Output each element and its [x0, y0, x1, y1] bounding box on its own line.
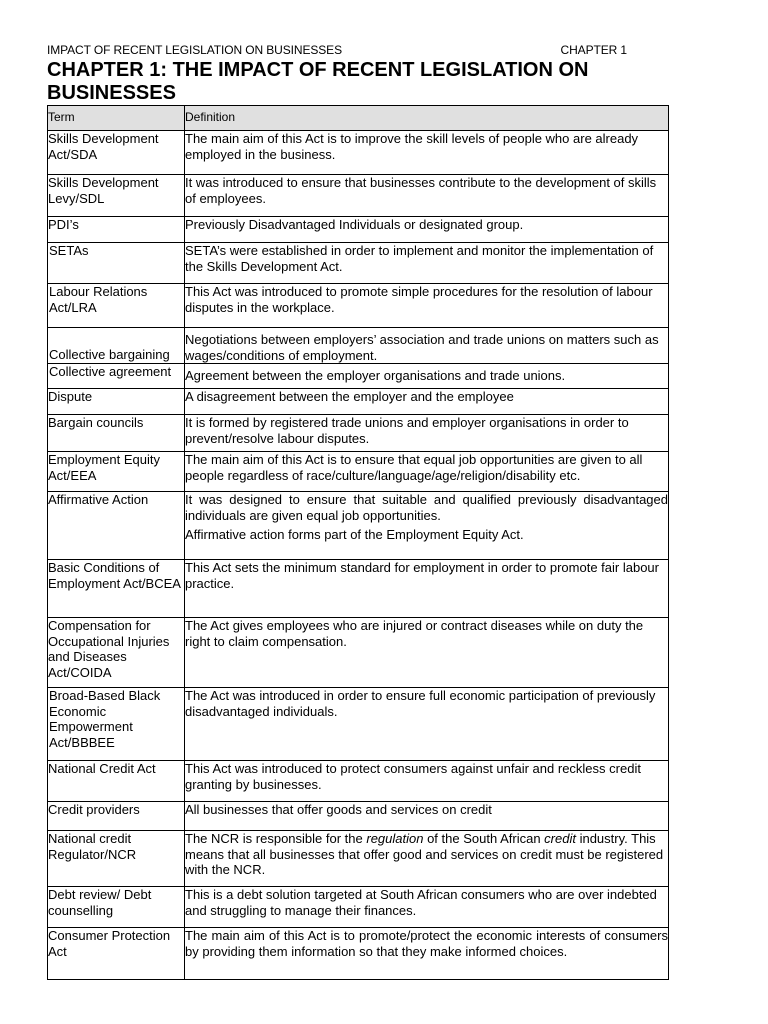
- table-row: [48, 217, 669, 243]
- term-cell: Consumer Protection Act: [48, 928, 185, 980]
- table-row: [48, 243, 669, 284]
- definition-cell: All businesses that offer goods and services on credit: [185, 802, 669, 831]
- definition-cell: This is a debt solution targeted at South African consumers who are over indebted and struggling to manage their finances.: [185, 887, 669, 928]
- definition-cell: Previously Disadvantaged Individuals or designated group.: [185, 217, 669, 243]
- definition-cell: Agreement between the employer organisations and trade unions.: [185, 364, 669, 389]
- definition-emphasis: regulation: [366, 831, 424, 846]
- term-cell: National credit Regulator/NCR: [48, 831, 185, 887]
- term-cell: Collective bargaining: [48, 328, 185, 364]
- term-cell: Broad-Based Black Economic Empowerment Act/BBBEE: [48, 688, 185, 761]
- definition-cell: This Act was introduced to promote simple procedures for the resolution of labour disputes in the workplace.: [185, 284, 669, 328]
- definition-text: The NCR is responsible for the: [185, 831, 367, 846]
- term-clipped-text: Compensation for Occupational Injuries and Diseases Act/COIDA: [48, 618, 170, 679]
- running-header: [47, 43, 627, 57]
- term-cell: Credit providers: [48, 802, 185, 831]
- definition-cell: It was introduced to ensure that businesses contribute to the development of skills of employees.: [185, 175, 669, 217]
- table-row: [48, 492, 669, 560]
- definition-paragraph: It was designed to ensure that suitable and qualified previously disadvantaged individuals are given equal job opportunities.: [185, 492, 668, 523]
- table-row: [48, 452, 669, 492]
- term-cell: PDI’s: [48, 217, 185, 243]
- definition-cell: [185, 831, 669, 887]
- table-row: [48, 887, 669, 928]
- term-cell: Bargain councils: [48, 415, 185, 452]
- table-header-row: [48, 106, 669, 131]
- table-row: [48, 364, 669, 389]
- running-title: IMPACT OF RECENT LEGISLATION ON BUSINESSES: [47, 43, 342, 57]
- table-row: [48, 618, 669, 688]
- table-row: [48, 389, 669, 415]
- table-row: [48, 328, 669, 364]
- definition-emphasis: credit: [544, 831, 576, 846]
- definition-paragraph: Affirmative action forms part of the Employment Equity Act.: [185, 527, 524, 542]
- table-row: [48, 831, 669, 887]
- definition-cell: [185, 492, 669, 560]
- definition-cell: A disagreement between the employer and the employee: [185, 389, 669, 415]
- definition-cell: The main aim of this Act is to promote/protect the economic interests of consumers by providing them information so that they make informed choices.: [185, 928, 669, 980]
- term-cell: Basic Conditions of Employment Act/BCEA: [48, 560, 185, 618]
- term-cell: Skills Development Act/SDA: [48, 131, 185, 175]
- term-cell: [48, 618, 185, 688]
- table-row: [48, 688, 669, 761]
- term-cell: Labour Relations Act/LRA: [48, 284, 185, 328]
- definition-cell: The main aim of this Act is to ensure that equal job opportunities are given to all people regardless of race/culture/language/age/religion/disability etc.: [185, 452, 669, 492]
- definition-cell: SETA’s were established in order to implement and monitor the implementation of the Skills Development Act.: [185, 243, 669, 284]
- term-cell: Collective agreement: [48, 364, 185, 389]
- table-row: [48, 415, 669, 452]
- definition-cell: The Act gives employees who are injured or contract diseases while on duty the right to claim compensation.: [185, 618, 669, 688]
- term-cell: Employment Equity Act/EEA: [48, 452, 185, 492]
- definition-cell: This Act was introduced to protect consumers against unfair and reckless credit granting by businesses.: [185, 761, 669, 802]
- table-row: [48, 928, 669, 980]
- term-cell: National Credit Act: [48, 761, 185, 802]
- definition-cell: This Act sets the minimum standard for employment in order to promote fair labour practice.: [185, 560, 669, 618]
- table-row: [48, 560, 669, 618]
- definition-cell: Negotiations between employers’ association and trade unions on matters such as wages/conditions of employment.: [185, 328, 669, 364]
- term-cell: Dispute: [48, 389, 185, 415]
- table-row: [48, 131, 669, 175]
- column-header-term: Term: [48, 106, 185, 131]
- page-title: CHAPTER 1: THE IMPACT OF RECENT LEGISLATION ON BUSINESSES: [47, 59, 589, 104]
- term-cell: Debt review/ Debt counselling: [48, 887, 185, 928]
- table-row: [48, 284, 669, 328]
- definition-cell: It is formed by registered trade unions and employer organisations in order to prevent/resolve labour disputes.: [185, 415, 669, 452]
- definition-cell: The Act was introduced in order to ensure full economic participation of previously disadvantaged individuals.: [185, 688, 669, 761]
- column-header-definition: Definition: [185, 106, 669, 131]
- definition-text: of the South African: [423, 831, 545, 846]
- definition-cell: The main aim of this Act is to improve the skill levels of people who are already employed in the business.: [185, 131, 669, 175]
- definitions-table: [47, 105, 669, 980]
- term-cell: Skills Development Levy/SDL: [48, 175, 185, 217]
- chapter-label: CHAPTER 1: [560, 43, 627, 57]
- table-row: [48, 761, 669, 802]
- table-row: [48, 802, 669, 831]
- term-cell: SETAs: [48, 243, 185, 284]
- table-row: [48, 175, 669, 217]
- definition-text: industry. This means that all businesses that offer good and services on credit must be registered with the NCR.: [185, 831, 664, 877]
- term-cell: Affirmative Action: [48, 492, 185, 560]
